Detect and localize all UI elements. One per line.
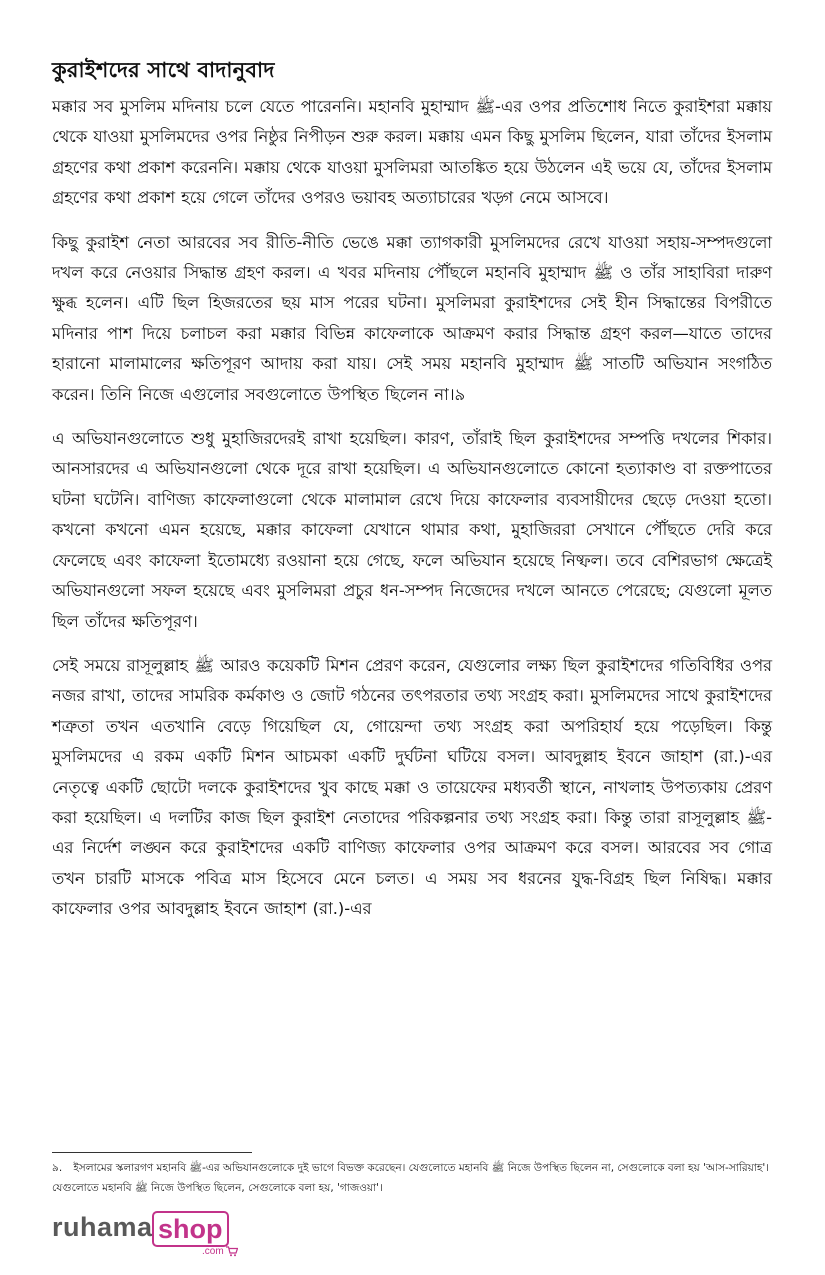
section-heading: কুরাইশদের সাথে বাদানুবাদ [52, 58, 275, 82]
logo-com-text: .com [202, 1246, 224, 1257]
logo-shop-text: shop [152, 1211, 229, 1247]
footnote-9-continued [52, 1178, 782, 1198]
footnote-line-1: ইসলামের স্কলারগণ মহানবি ﷺ-এর অভিযানগুলোকে দুই ভাগে বিভক্ত করেছেন। যেগুলোতে মহানবি ﷺ নিজে উপস্থিত ছিলেন না, সেগুলোকে বলা হয় 'আস-সারিয়াহ'। [73, 1162, 769, 1174]
footnote-9 [52, 1158, 782, 1178]
paragraph-4: সেই সময়ে রাসূলুল্লাহ ﷺ আরও কয়েকটি মিশন প্রেরণ করেন, যেগুলোর লক্ষ্য ছিল কুরাইশদের গতিবিধির ওপর নজর রাখা, তাদের সামরিক কর্মকাণ্ড ও জোট গঠনের তৎপরতার তথ্য সংগ্রহ করা। মুসলিমদের সাথে কুরাইশদের শত্রুতা তখন এতখানি বেড়ে গিয়েছিল যে, গোয়েন্দা তথ্য সংগ্রহ করা অপরিহার্য হয়ে পড়েছিল। কিন্তু মুসলিমদের এ রকম একটি মিশন আচমকা একটি দুর্ঘটনা ঘটিয়ে বসল। আবদুল্লাহ ইবনে জাহাশ (রা.)-এর নেতৃত্বে একটি ছোটো দলকে কুরাইশদের খুব কাছে মক্কা ও তায়েফের মধ্যবর্তী স্থানে, নাখলাহ উপত্যকায় প্রেরণ করা হয়েছিল। এ দলটির কাজ ছিল কুরাইশ নেতাদের পরিকল্পনার তথ্য সংগ্রহ করা। কিন্তু তারা রাসূলুল্লাহ ﷺ-এর নির্দেশ লঙ্ঘন করে কুরাইশদের একটি বাণিজ্য কাফেলার ওপর আক্রমণ করে বসল। আরবের সব গোত্র তখন চারটি মাসকে পবিত্র মাস হিসেবে মেনে চলত। এ সময় সব ধরনের যুদ্ধ-বিগ্রহ ছিল নিষিদ্ধ। মক্কার কাফেলার ওপর আবদুল্লাহ ইবনে জাহাশ (রা.)-এর [52, 655, 772, 919]
footnotes [52, 1158, 782, 1198]
body-text [52, 92, 772, 925]
ruhamashop-logo [52, 1206, 272, 1260]
paragraph-1: মক্কার সব মুসলিম মদিনায় চলে যেতে পারেননি। মহানবি মুহাম্মাদ ﷺ-এর ওপর প্রতিশোধ নিতে কুরাইশরা মক্কায় থেকে যাওয়া মুসলিমদের ওপর নিষ্ঠুর নিপীড়ন শুরু করল। মক্কায় এমন কিছু মুসলিম ছিলেন, যারা তাঁদের ইসলাম গ্রহণের কথা প্রকাশ করেননি। মক্কায় থেকে যাওয়া মুসলিমরা আতঙ্কিত হয়ে উঠলেন এই ভয়ে যে, তাঁদের ইসলাম গ্রহণের কথা প্রকাশ হয়ে গেলে তাঁদের ওপরও ভয়াবহ অত্যাচারের খড়্গ নেমে আসবে। [52, 97, 772, 208]
footnote-number: ৯. [52, 1162, 63, 1174]
shopping-cart-icon [226, 1246, 238, 1257]
logo-ruhama-text: ruhama [52, 1212, 153, 1242]
footnote-line-2: যেগুলোতে মহানবি ﷺ নিজে উপস্থিত ছিলেন, সেগুলোকে বলা হয়, 'গাজওয়া'। [52, 1182, 383, 1194]
paragraph-3: এ অভিযানগুলোতে শুধু মুহাজিরদেরই রাখা হয়েছিল। কারণ, তাঁরাই ছিল কুরাইশদের সম্পত্তি দখলের শিকার। আনসারদের এ অভিযানগুলো থেকে দূরে রাখা হয়েছিল। এ অভিযানগুলোতে কোনো হত্যাকাণ্ড বা রক্তপাতের ঘটনা ঘটেনি। বাণিজ্য কাফেলাগুলো থেকে মালামাল রেখে দিয়ে কাফেলার ব্যবসায়ীদের ছেড়ে দেওয়া হতো। কখনো কখনো এমন হয়েছে, মক্কার কাফেলা যেখানে থামার কথা, মুহাজিররা সেখানে পৌঁছতে দেরি করে ফেলেছে এবং কাফেলা ইতোমধ্যে রওয়ানা হয়ে গেছে, ফলে অভিযান হয়েছে নিষ্ফল। তবে বেশিরভাগ ক্ষেত্রেই অভিযানগুলো সফল হয়েছে এবং মুসলিমরা প্রচুর ধন-সম্পদ নিজেদের দখলে আনতে পেরেছে; যেগুলো মূলত ছিল তাঁদের ক্ষতিপূরণ। [52, 429, 772, 631]
footnote-divider [52, 1152, 252, 1153]
paragraph-2: কিছু কুরাইশ নেতা আরবের সব রীতি-নীতি ভেঙে মক্কা ত্যাগকারী মুসলিমদের রেখে যাওয়া সহায়-সম্পদগুলো দখল করে নেওয়ার সিদ্ধান্ত গ্রহণ করল। এ খবর মদিনায় পৌঁছলে মহানবি মুহাম্মাদ ﷺ ও তাঁর সাহাবিরা দারুণ ক্ষুব্ধ হলেন। এটি ছিল হিজরতের ছয় মাস পরের ঘটনা। মুসলিমরা কুরাইশদের সেই হীন সিদ্ধান্তের বিপরীতে মদিনার পাশ দিয়ে চলাচল করা মক্কার বিভিন্ন কাফেলাকে আক্রমণ করার সিদ্ধান্ত গ্রহণ করল—যাতে তাদের হারানো মালামালের ক্ষতিপূরণ আদায় করা যায়। সেই সময় মহানবি মুহাম্মাদ ﷺ সাতটি অভিযান সংগঠিত করেন। তিনি নিজে এগুলোর সবগুলোতে উপস্থিত ছিলেন না।৯ [52, 232, 772, 404]
